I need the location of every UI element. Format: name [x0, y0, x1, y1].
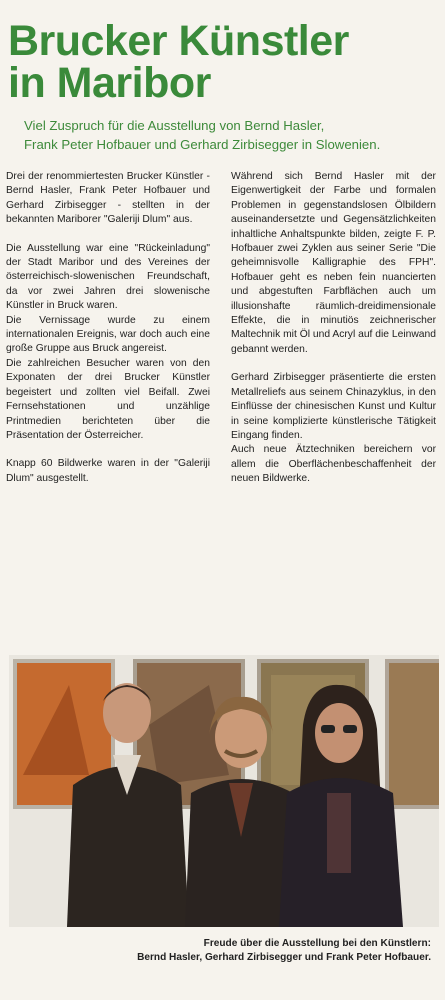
article-paragraph: Knapp 60 Bildwerke waren in der "Galeriji Dlum" ausgestellt.: [6, 458, 210, 484]
painting: [389, 663, 439, 805]
headline-line-1: Brucker Künstler: [8, 17, 349, 65]
article-paragraph: Die zahlreichen Besucher waren von den Exponaten der drei Brucker Künstler begeistert und zollten viel Beifall. Zwei Fernsehstationen und unzählige Printmedien berichteten über die Präsentation der Österreicher.: [6, 357, 210, 441]
subtitle-line-1: Viel Zuspruch für die Ausstellung von Bernd Hasler,: [24, 118, 325, 133]
article-paragraph: Gerhard Zirbisegger präsentierte die ersten Metallreliefs aus seinem Chinazyklus, in den Einflüsse der chinesischen Kunst und Kultur in seine komplizierte künstlerische Tätigkeit Eingang finden.: [231, 372, 436, 441]
article-paragraph: Auch neue Ätztechniken bereichern vor allem die Oberflächenbeschaffenheit der neuen Bildwerke.: [231, 444, 436, 485]
artists-photo: [9, 655, 439, 927]
article-right-column: [231, 170, 436, 487]
article-paragraph: Während sich Bernd Hasler mit der Eigenwertigkeit der Farbe und formalen Problemen in gegenstandslosen Ölbildern auseinandersetzte und Gegensätzlichkeiten inhaltliche Anhaltspunkte bilden, zeigte F. P. Hofbauer zwei Zyklen aus seiner Serie "Die geheimnisvolle Kalligraphie des FPH". Hofbauer geht es neben fein nuancierten und abgestuften Farbflächen auch um illusionshafte räumlich-dreidimensionale Effekte, die in minutiös zeichnerischer Maltechnik mit Öl und Acryl auf die Leinwand gebannt werden.: [231, 171, 436, 355]
caption-line-1: Freude über die Ausstellung bei den Künstlern:: [203, 938, 431, 949]
subtitle: [24, 116, 439, 154]
subtitle-line-2: Frank Peter Hofbauer und Gerhard Zirbisegger in Slowenien.: [24, 137, 381, 152]
article-paragraph: Die Vernissage wurde zu einem internationalen Ereignis, war doch auch eine große Gruppe aus Bruck angereist.: [6, 314, 210, 355]
headline: [8, 17, 438, 107]
article-paragraph: Drei der renommiertesten Brucker Künstler - Bernd Hasler, Frank Peter Hofbauer und Gerhard Zirbisegger - stellten in der bekannten Mariborer "Galeriji Dlum" aus.: [6, 171, 210, 226]
photo-caption: [11, 937, 431, 965]
article-left-column: [6, 170, 210, 486]
article-paragraph: Die Ausstellung war eine "Rückeinladung" der Stadt Maribor und des Vereines der österreichisch-slowenischen Freundschaft, da vor zwei Jahren drei slowenische Künstler in Bruck waren.: [6, 242, 210, 312]
headline-line-2: in Maribor: [8, 59, 211, 107]
caption-line-2: Bernd Hasler, Gerhard Zirbisegger und Frank Peter Hofbauer.: [137, 952, 431, 963]
